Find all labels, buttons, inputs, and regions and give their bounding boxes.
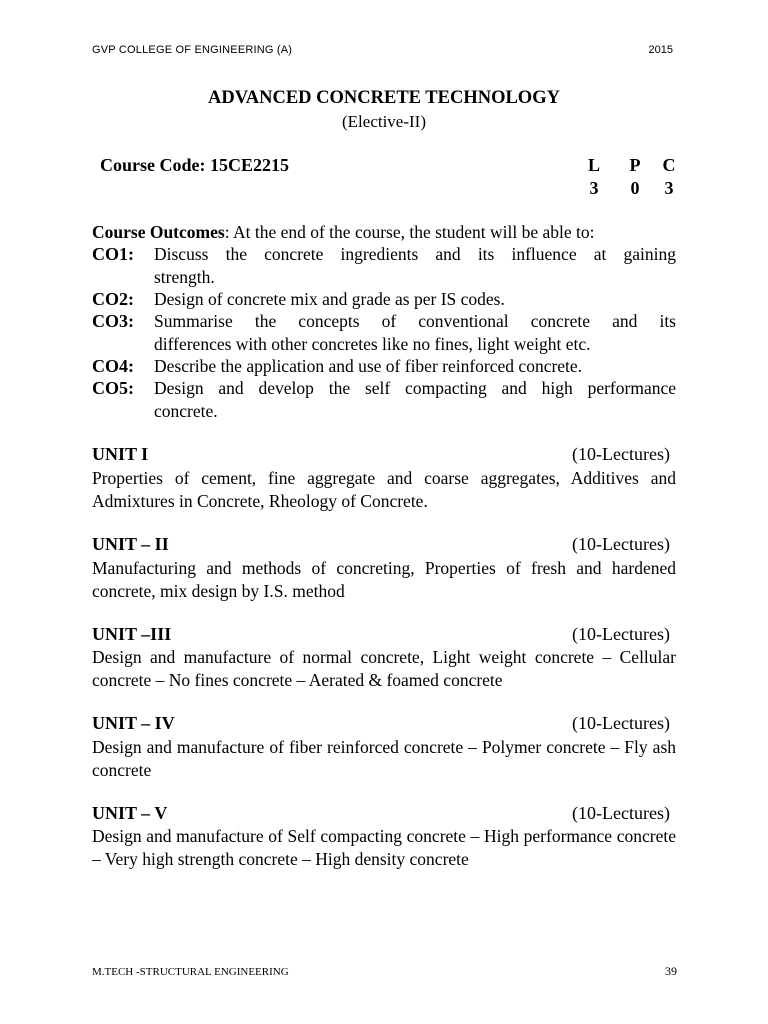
- course-code: Course Code: 15CE2215: [100, 155, 289, 175]
- unit-name: UNIT I: [92, 444, 149, 464]
- course-subtitle: [0, 112, 768, 132]
- co-label: CO4:: [92, 356, 134, 376]
- ltpc-value-c: 3: [664, 178, 674, 198]
- unit-lectures: (10-Lectures): [572, 713, 670, 733]
- unit-name: UNIT – V: [92, 803, 168, 823]
- unit-description: Manufacturing and methods of concreting, Properties of fresh and hardened concrete, mix design by I.S. method: [92, 558, 676, 601]
- header-institution: GVP COLLEGE OF ENGINEERING (A): [92, 44, 293, 56]
- course-outcomes-intro-text: : At the end of the course, the student will be able to:: [224, 222, 595, 242]
- course-title: ADVANCED CONCRETE TECHNOLOGY: [208, 88, 560, 108]
- unit-lectures: (10-Lectures): [572, 534, 670, 554]
- unit-name: UNIT –III: [92, 624, 172, 644]
- ltpc-value-p: 0: [630, 178, 640, 198]
- ltpc-header-p: P: [629, 155, 641, 175]
- co-line: Discuss the concrete ingredients and its influence at gaining: [154, 244, 676, 264]
- unit-heading: [92, 444, 670, 465]
- co-label: CO5:: [92, 378, 134, 398]
- unit-name: UNIT – II: [92, 534, 169, 554]
- unit-lectures: (10-Lectures): [572, 624, 670, 644]
- co-label: CO1:: [92, 244, 134, 264]
- co-text: [154, 377, 676, 422]
- unit-heading: [92, 624, 670, 645]
- unit-name: UNIT – IV: [92, 713, 175, 733]
- course-subtitle-text: (Elective-II): [342, 112, 426, 131]
- co-text: [154, 355, 676, 378]
- unit-heading: [92, 713, 670, 734]
- co-line: concrete.: [154, 400, 218, 421]
- ltpc-header-l: L: [587, 155, 600, 175]
- unit-heading: [92, 803, 670, 824]
- unit-lectures: (10-Lectures): [572, 803, 670, 823]
- co-text: [154, 243, 676, 288]
- header-year: 2015: [648, 44, 673, 56]
- co-line: Summarise the concepts of conventional concrete and its: [154, 311, 676, 331]
- unit-description: Properties of cement, fine aggregate and coarse aggregates, Additives and Admixtures in Concrete, Rheology of Concrete.: [92, 468, 676, 511]
- co-label: CO3:: [92, 311, 134, 331]
- co-text: [154, 288, 676, 311]
- ltpc-header-c: C: [662, 155, 676, 175]
- course-outcomes-label: Course Outcomes: [92, 222, 225, 242]
- course-outcomes-intro: [92, 221, 676, 244]
- co-line: Describe the application and use of fiber reinforced concrete.: [154, 356, 583, 376]
- unit-description: Design and manufacture of normal concrete, Light weight concrete – Cellular concrete – No fines concrete – Aerated & foamed concrete: [92, 647, 676, 690]
- footer-page-number: 39: [665, 964, 677, 978]
- ltpc-value-l: 3: [589, 178, 599, 198]
- footer-program: M.TECH -STRUCTURAL ENGINEERING: [92, 966, 289, 978]
- co-text: [154, 310, 676, 355]
- co-line: strength.: [154, 266, 215, 287]
- unit-heading: [92, 534, 670, 555]
- unit-lectures: (10-Lectures): [572, 444, 670, 464]
- co-label: CO2:: [92, 289, 134, 309]
- co-line: Design and develop the self compacting and high performance: [154, 378, 676, 398]
- co-line: Design of concrete mix and grade as per IS codes.: [154, 289, 505, 309]
- co-line: differences with other concretes like no fines, light weight etc.: [154, 333, 591, 354]
- unit-description: Design and manufacture of fiber reinforced concrete – Polymer concrete – Fly ash concrete: [92, 737, 676, 780]
- unit-description: Design and manufacture of Self compacting concrete – High performance concrete – Very high strength concrete – High density concrete: [92, 826, 676, 869]
